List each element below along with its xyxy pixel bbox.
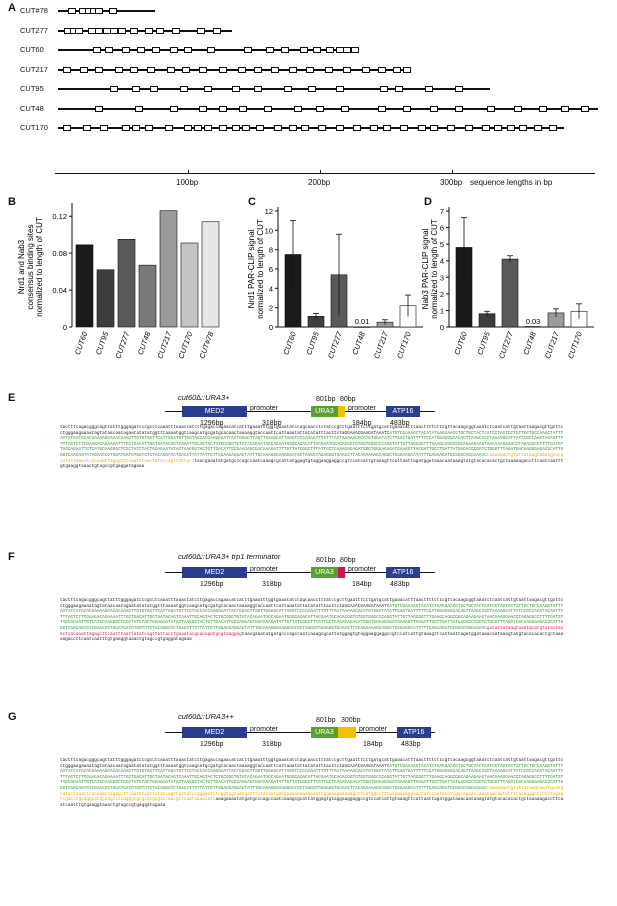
panel-e-sequence [60, 425, 565, 531]
cut-name-label: CUT60 [20, 45, 44, 54]
binding-site-box [400, 125, 408, 131]
panel-f-title: cut60∆::URA3+ trp1 terminator [178, 552, 281, 561]
axis-tick-label: 300bp [440, 178, 463, 187]
axis-tick [188, 170, 189, 174]
size-label: 801bp [316, 396, 336, 403]
binding-site-box [232, 86, 240, 92]
binding-site-box [254, 86, 262, 92]
seq-trp1-terminator: gatattataagtaaatgcatgtatactaaactcacaaattagagcttcaatttaattatatcagttattacc [60, 625, 564, 637]
binding-site-box [418, 125, 426, 131]
binding-site-box [581, 106, 589, 112]
binding-site-box [147, 67, 155, 73]
binding-site-box [75, 28, 83, 34]
binding-site-box [132, 86, 140, 92]
binding-site-box [170, 106, 178, 112]
panel-f-sequence [60, 598, 565, 706]
y-tick-label: 6 [268, 265, 273, 274]
y-tick-label: 0 [439, 323, 444, 332]
y-tick-label: 0.04 [52, 286, 67, 296]
ura3-block: URA3 [311, 406, 338, 417]
binding-site-box [232, 125, 240, 131]
binding-site-box [122, 47, 130, 53]
x-tick-label: CUT60 [452, 330, 469, 357]
binding-site-box [199, 106, 207, 112]
binding-site-box [194, 125, 202, 131]
binding-site-box [137, 47, 145, 53]
binding-site-box [93, 47, 101, 53]
binding-site-box [380, 86, 388, 92]
y-axis-title: normalized to length of CUT [35, 217, 44, 317]
size-label: 80bp [340, 396, 356, 403]
data-label: 0.03 [525, 317, 541, 326]
binding-site-box [167, 67, 175, 73]
y-tick-label: 5 [439, 240, 444, 250]
panel-a-axis-title: sequence lengths in bp [470, 178, 553, 187]
x-tick-label: CUT95 [475, 330, 492, 357]
binding-site-box [325, 67, 333, 73]
binding-site-box [534, 125, 542, 131]
size-label: 318bp [262, 420, 282, 427]
size-label: 184bp [352, 581, 372, 588]
cut-name-label: CUT170 [20, 123, 48, 132]
y-tick-label: 12 [264, 207, 273, 216]
size-label: 801bp [316, 717, 336, 724]
x-tick-label: CUT48 [521, 330, 538, 357]
binding-site-box [118, 28, 126, 34]
binding-site-box [281, 47, 289, 53]
binding-site-box [115, 67, 123, 73]
binding-site-box [244, 47, 252, 53]
binding-site-box [383, 125, 391, 131]
binding-site-box [180, 86, 188, 92]
bar [181, 243, 198, 327]
x-tick-label: CUT48 [135, 330, 153, 357]
seq-flank-3: taacgaaatatgatgcccagccaatcaaagcgcattatggagtgtaggaaggaggccgtccatcattgtaaagttcattaattagatggataaacaataaagtatgtacacacactgctaaaaagaccttcaatcaatttgtgaaggtaaactgtagccgtgaggatagaaa [60, 631, 564, 643]
med2-block: MED2 [182, 567, 247, 578]
binding-site-box [256, 125, 264, 131]
binding-site-box [152, 47, 160, 53]
binding-site-box [370, 125, 378, 131]
binding-site-box [318, 125, 326, 131]
insert-block [338, 406, 345, 417]
x-tick-label: CUT277 [325, 330, 344, 360]
x-tick-label: CUT60 [281, 330, 298, 357]
size-label: 184bp [352, 420, 372, 427]
y-axis-title: Nab3 PAR-CLIP signal [421, 228, 430, 310]
binding-site-box [130, 28, 138, 34]
atp16-block: ATP16 [386, 567, 420, 578]
x-tick-label: CUT60 [72, 330, 90, 357]
binding-site-box [507, 125, 515, 131]
panel-g-label: G [8, 711, 17, 723]
size-label: 80bp [340, 557, 356, 564]
binding-site-box [539, 106, 547, 112]
binding-site-box [213, 28, 221, 34]
binding-site-box [219, 125, 227, 131]
panel-a-axis [55, 173, 595, 174]
y-tick-label: 4 [268, 284, 273, 294]
ura3-block: URA3 [311, 567, 338, 578]
promoter-label: promoter [348, 405, 377, 412]
binding-site-box [430, 125, 438, 131]
promoter-label: promoter [250, 405, 279, 412]
med2-block: MED2 [182, 406, 247, 417]
y-axis-title: consensus binding sites [26, 224, 35, 310]
binding-site-box [170, 47, 178, 53]
y-tick-label: 1 [439, 306, 444, 316]
bar [139, 265, 156, 327]
seq-flank-3: aaagaaaatatgatgcccagccaatcaaagcgcattatggagtgtaggaaggaggccgtccatcattgtaaagttcattaattagatggataaacaataaagtatgtacacacactgctaaaaagaccttcaatcaatttgtgaaggtaaactgtagccgtgaggatagaaa [60, 797, 564, 808]
axis-tick-label: 100bp [176, 178, 199, 187]
binding-site-box [254, 67, 262, 73]
binding-site-box [316, 106, 324, 112]
chart-c [245, 195, 430, 365]
binding-site-box [455, 86, 463, 92]
binding-site-box [145, 28, 153, 34]
x-tick-label: CUT95 [93, 330, 111, 357]
size-label: 483bp [401, 741, 421, 748]
binding-site-box [95, 67, 103, 73]
x-tick-label: CUT217 [155, 330, 174, 360]
binding-site-box [378, 67, 386, 73]
binding-site-box [336, 125, 344, 131]
bar [202, 222, 219, 327]
x-tick-label: CUT217 [542, 330, 561, 360]
binding-site-box [455, 106, 463, 112]
bar [160, 211, 177, 327]
binding-site-box [425, 86, 433, 92]
size-label: 1296bp [200, 741, 224, 748]
binding-site-box [95, 8, 103, 14]
binding-site-box [80, 67, 88, 73]
seq-flank-5: tactttcagacgggcagttatttgggagatcccgcctcaaatttaaactatcttgagaccagaacatcatttgaaatttggtgaaatatccagcaacctctatccgcttgaatttcttgatgcattgaaacatttaacttttcttcgttacaagcggtaaatctcaatcattgtaattaagacgttgcttcctgggaagaaaatagtataacaatagaatatatatggtttaaaatggtcaagcatgcgatgcacaactaaaaggtaccaattcattaaatattatatatttacttctaGGAAACGAAGATAAATC [60, 598, 564, 609]
binding-site-box [165, 125, 173, 131]
binding-site-box [130, 67, 138, 73]
binding-site-box [63, 67, 71, 73]
binding-site-box [343, 67, 351, 73]
x-tick-label: CUT170 [394, 330, 413, 360]
binding-site-box [393, 67, 401, 73]
panel-e-title: cut60∆::URA3+ [178, 393, 230, 402]
axis-tick [452, 170, 453, 174]
size-label: 318bp [262, 741, 282, 748]
binding-site-box [494, 125, 502, 131]
binding-site-box [308, 86, 316, 92]
binding-site-box [199, 67, 207, 73]
binding-site-box [242, 125, 250, 131]
chart-d [420, 195, 610, 365]
y-tick-label: 10 [264, 226, 273, 236]
binding-site-box [313, 47, 321, 53]
data-label: 0.01 [354, 317, 370, 326]
binding-site-box [447, 125, 455, 131]
y-tick-label: 4 [439, 256, 444, 266]
seq-flank-5: tactttcagacgggcagttatttgggagatcccgcctcaaatttaaactatcttgagaccagaacatcatttgaaatttggtgaaatatccagcaacctctatccgcttgaatttcttgatgcattgaaacatttaacttttcttcgttacaagcggtaaatctcaatcattgtaattaagacgttgcttcctgggaagaaaatagtataacaatagaatatatatggtttaaaatggtcaagcatgcgatgcacaactaaaaggtaccaattcattaaatattatatatttacttctaGGAAACGAAGATAAATC [60, 425, 564, 436]
y-tick-label: 7 [439, 207, 444, 216]
binding-site-box [145, 125, 153, 131]
binding-site-box [95, 106, 103, 112]
y-tick-label: 0 [62, 323, 67, 332]
seq-ura3: ATGTCGAAAGCTACATATAAGGAACGTGCTGCTACTCATCCTAGTCCTGTTGCTGCCAAGCTATTTAATATCATGCACGAAAAGCAAACAAACTTGTGTGCTTCATTGGATGTTCGTACCACCAAGGAATTACTGGAGTTAGTTGAAGCATTAGGTCCCAAAATTTGTTTACTAAAAACACATGTGGATATCTTGACTGATTTTTCCATGGAGGGCACAGTTAAGCCGCTAAAGGCATTATCCGCCAAGTACAATTTTTTACTCTTCGAAGACAGAAAATTTGCTGACATTGGTAATACAGTCAAATTGCAGTACTCTGCGGGTGTATACAGAATAGCAGAATGGGCAGACATTACGAATGCACACGGTGTGGTGGGCCCAGGTATTGTTAGCGGTTTGAAGCAGGCGGCAGAAGAAGTAACAAAGGAACCTAGAGGCCTTTTGATGTTAGCAGAATTGTCATGCAAGGGCTCCCTATCTACTGGAGAATATACTAAGGGTACTGTTGACATTGCGAAGAGCGACAAAGATTTTGTTATCGGCTTTATTGCTCAAAGAGACATGGGTGGAAGAGATGAAGGTTACGATTGGTTGATTATGACACCCGGTGTGGGTTTAGATGACAAGGGAGACGCATTGGGTCAACAGTATAGAACCGTGGATGATGTGGTCTCTACAGGATCTGACATTATTATTGTTGGAAGAGGACTATTTGCAAAGGGAAGGGATGCTAAGGTAGAGGGTGAACGTTACAGAAAAGCAGGCTGGGAAGCATATTTGAGAAGATGCGGCCAGCAAAAC [60, 603, 564, 631]
binding-site-box [238, 67, 246, 73]
insert-block [338, 567, 345, 578]
panel-g-title: cut60∆::URA3++ [178, 712, 234, 721]
y-tick-label: 0.12 [52, 212, 67, 222]
panel-b-label: B [8, 196, 16, 208]
binding-site-box [68, 8, 76, 14]
y-tick-label: 2 [268, 303, 273, 313]
panel-f-label: F [8, 551, 15, 563]
bar [354, 327, 370, 328]
binding-site-box [353, 125, 361, 131]
panel-d-label: D [424, 196, 432, 208]
binding-site-box [403, 67, 411, 73]
binding-site-box [403, 106, 411, 112]
panel-g-sequence [60, 758, 565, 898]
binding-site-box [341, 106, 349, 112]
insert-block [338, 727, 356, 738]
binding-site-box [132, 125, 140, 131]
binding-site-box [289, 67, 297, 73]
x-tick-label: CUT217 [371, 330, 390, 360]
binding-site-box [83, 125, 91, 131]
binding-site-box [184, 125, 192, 131]
x-tick-label: CUT277 [496, 330, 515, 360]
seq-ura3: ATGTCGAAAGCTACATATAAGGAACGTGCTGCTACTCATCCTAGTCCTGTTGCTGCCAAGCTATTTAATATCATGCACGAAAAGCAAACAAACTTGTGTGCTTCATTGGATGTTCGTACCACCAAGGAATTACTGGAGTTAGTTGAAGCATTAGGTCCCAAAATTTGTTTACTAAAAACACATGTGGATATCTTGACTGATTTTTCCATGGAGGGCACAGTTAAGCCGCTAAAGGCATTATCCGCCAAGTACAATTTTTTACTCTTCGAAGACAGAAAATTTGCTGACATTGGTAATACAGTCAAATTGCAGTACTCTGCGGGTGTATACAGAATAGCAGAATGGGCAGACATTACGAATGCACACGGTGTGGTGGGCCCAGGTATTGTTAGCGGTTTGAAGCAGGCGGCAGAAGAAGTAACAAAGGAACCTAGAGGCCTTTTGATGTTAGCAGAATTGTCATGCAAGGGCTCCCTATCTACTGGAGAATATACTAAGGGTACTGTTGACATTGCGAAGAGCGACAAAGATTTTGTTATCGGCTTTATTGCTCAAAGAGACATGGGTGGAAGAGATGAAGGTTACGATTGGTTGATTATGACACCCGGTGTGGGTTTAGATGACAAGGGAGACGCATTGGGTCAACAGTATAGAACCGTGGATGATGTGGTCTCTACAGGATCTGACATTATTATTGTTGGAAGAGGACTATTTGCAAAGGGAAGGGATGCTAAGGTAGAGGGTGAACGTTACAGAAAAGCAGGCTGGGAAGCATATTTGAGAAGATGCGGCCAGCAAAAC [60, 763, 564, 791]
binding-site-box [549, 125, 557, 131]
promoter-label: promoter [348, 566, 377, 573]
binding-site-box [465, 125, 473, 131]
seq-insert: taaaaaactgtattataagtaaatgcatgtatactaaactcacaaattagagcttcaatttaattatatcagttattacccgggaatctcggtcgtaatgatttctataatgacgaaaaaaaaaaaattggaaagaaaaagcttcatggcctttataaaaaggaactatccaatacctcgccagaaccaagtaacagtattttacagggatcctctagagtcgacctgcaggcatgcaagcttcagggcgcgcgcgagaccaacgctcaataaaatatt [60, 785, 564, 803]
binding-site-box [204, 125, 212, 131]
binding-site-box [482, 125, 490, 131]
binding-site-box [378, 106, 386, 112]
y-tick-label: 3 [439, 273, 444, 283]
promoter-label: promoter [359, 726, 388, 733]
cut-name-label: CUT277 [20, 25, 48, 35]
cut-name-label: CUT48 [20, 103, 44, 113]
seq-trp1-terminator-2: tgaaatacgcacagatgcgtaaggag [173, 631, 242, 637]
binding-site-box [362, 67, 370, 73]
binding-site-box [294, 106, 302, 112]
bar [502, 259, 518, 327]
panel-a-label: A [8, 2, 16, 14]
x-tick-label: CUT170 [176, 330, 195, 360]
binding-site-box [336, 86, 344, 92]
y-tick-label: 2 [439, 289, 444, 299]
binding-site-box [100, 125, 108, 131]
x-tick-label: CUT95 [304, 330, 321, 357]
bar [525, 327, 541, 328]
binding-site-box [351, 47, 359, 53]
seq-ura3: ATGTCGAAAGCTACATATAAGGAACGTGCTGCTACTCATCCTAGTCCTGTTGCTGCCAAGCTATTTAATATCATGCACGAAAAGCAAACAAACTTGTGTGCTTCATTGGATGTTCGTACCACCAAGGAATTACTGGAGTTAGTTGAAGCATTAGGTCCCAAAATTTGTTTACTAAAAACACATGTGGATATCTTGACTGATTTTTCCATGGAGGGCACAGTTAAGCCGCTAAAGGCATTATCCGCCAAGTACAATTTTTTACTCTTCGAAGACAGAAAATTTGCTGACATTGGTAATACAGTCAAATTGCAGTACTCTGCGGGTGTATACAGAATAGCAGAATGGGCAGACATTACGAATGCACACGGTGTGGTGGGCCCAGGTATTGTTAGCGGTTTGAAGCAGGCGGCAGAAGAAGTAACAAAGGAACCTAGAGGCCTTTTGATGTTAGCAGAATTGTCATGCAAGGGCTCCCTATCTACTGGAGAATATACTAAGGGTACTGTTGACATTGCGAAGAGCGACAAAGATTTTGTTATCGGCTTTATTGCTCAAAGAGACATGGGTGGAAGAGATGAAGGTTACGATTGGTTGATTATGACACCCGGTGTGGGTTTAGATGACAAGGGAGACGCATTGGGTCAACAGTATAGAACCGTGGATGATGTGGTCTCTACAGGATCTGACATTATTATTGTTGGAAGAGGACTATTTGCAAAGGGAAGGGATGCTAAGGTAGAGGGTGAACGTTACAGAAAAGCAGGCTGGGAAGCATATTTGAGAAGATGCGGCCAGCAAAAC [60, 430, 564, 458]
chart-b [0, 195, 240, 365]
size-label: 483bp [390, 420, 410, 427]
panel-c-label: C [248, 196, 256, 208]
binding-site-box [135, 106, 143, 112]
cut-sequence-line [58, 69, 408, 71]
binding-site-box [109, 8, 117, 14]
binding-site-box [219, 67, 227, 73]
binding-site-box [150, 86, 158, 92]
binding-site-box [156, 28, 164, 34]
bar [76, 245, 93, 327]
binding-site-box [182, 67, 190, 73]
binding-site-box [204, 86, 212, 92]
y-axis-title: Nrd1 PAR-CLIP signal [247, 229, 256, 309]
y-axis-title: normalized to length of CUT [430, 219, 439, 319]
med2-block: MED2 [182, 727, 247, 738]
cut-name-label: CUT#78 [20, 6, 48, 15]
x-tick-label: CUT#78 [197, 330, 216, 360]
binding-site-box [264, 106, 272, 112]
x-tick-label: CUT170 [565, 330, 584, 360]
size-label: 483bp [390, 581, 410, 588]
size-label: 318bp [262, 581, 282, 588]
binding-site-box [284, 86, 292, 92]
y-axis-title: Nrd1 and Nab3 [17, 239, 26, 295]
binding-site-box [487, 106, 495, 112]
binding-site-box [514, 106, 522, 112]
binding-site-box [197, 28, 205, 34]
binding-site-box [395, 86, 403, 92]
promoter-label: promoter [250, 726, 279, 733]
binding-site-box [184, 47, 192, 53]
binding-site-box [306, 67, 314, 73]
cut-name-label: CUT95 [20, 84, 44, 93]
binding-site-box [105, 47, 113, 53]
binding-site-box [289, 125, 297, 131]
size-label: 300bp [341, 717, 361, 724]
y-tick-label: 8 [268, 245, 273, 255]
binding-site-box [274, 125, 282, 131]
seq-flank-5: tactttcagacgggcagttatttgggagatcccgcctcaaatttaaactatcttgagaccagaacatcatttgaaatttggtgaaatatccagcaacctctatccgcttgaatttcttgatgcattgaaacatttaacttttcttcgttacaagcggtaaatctcaatcattgtaattaagacgttgcttcctgggaagaaaatagtataacaatagaatatatatggtttaaaatggtcaagcatgcgatgcacaactaaaaggtaccaattcattaaatattatatatttacttctaGGAAACGAAGATAAATC [60, 758, 564, 769]
binding-site-box [271, 67, 279, 73]
atp16-block: ATP16 [386, 406, 420, 417]
size-label: 1296bp [200, 420, 224, 427]
axis-tick [320, 170, 321, 174]
size-label: 1296bp [200, 581, 224, 588]
atp16-block: ATP16 [397, 727, 431, 738]
seq-insert: taaaaaactgtattataagtaaatgcatgtatactaaactcacaaattagagcttcaatttaattatatcagttattacc [60, 452, 564, 464]
x-tick-label: CUT277 [113, 330, 132, 360]
promoter-label: promoter [250, 566, 279, 573]
axis-tick-label: 200bp [308, 178, 331, 187]
binding-site-box [301, 125, 309, 131]
binding-site-box [110, 86, 118, 92]
cut-name-label: CUT217 [20, 64, 48, 74]
y-axis-title: normalized to length of CUT [256, 219, 265, 319]
binding-site-box [207, 47, 215, 53]
bar [118, 239, 135, 327]
binding-site-box [219, 106, 227, 112]
binding-site-box [122, 125, 130, 131]
size-label: 801bp [316, 557, 336, 564]
binding-site-box [326, 47, 334, 53]
seq-flank-3: taacgaaatatgatgcccagccaatcaaagcgcattatggagtgtaggaaggaggccgtccatcattgtaaagttcattaattagatggataaacaataaagtatgtacacacactgctaaaaagaccttcaatcaatttgtgaaggtaaactgtagccgtgaggatagaaa [60, 458, 564, 470]
x-tick-label: CUT48 [350, 330, 367, 357]
binding-site-box [63, 125, 71, 131]
panel-e-label: E [8, 392, 16, 404]
ura3-block: URA3 [311, 727, 338, 738]
bar [97, 270, 114, 327]
binding-site-box [239, 106, 247, 112]
y-tick-label: 0 [268, 323, 273, 332]
y-tick-label: 6 [439, 223, 444, 233]
binding-site-box [561, 106, 569, 112]
binding-site-box [172, 28, 180, 34]
y-tick-label: 0.08 [52, 249, 67, 259]
binding-site-box [519, 125, 527, 131]
size-label: 184bp [363, 741, 383, 748]
binding-site-box [300, 47, 308, 53]
binding-site-box [430, 106, 438, 112]
binding-site-box [266, 47, 274, 53]
